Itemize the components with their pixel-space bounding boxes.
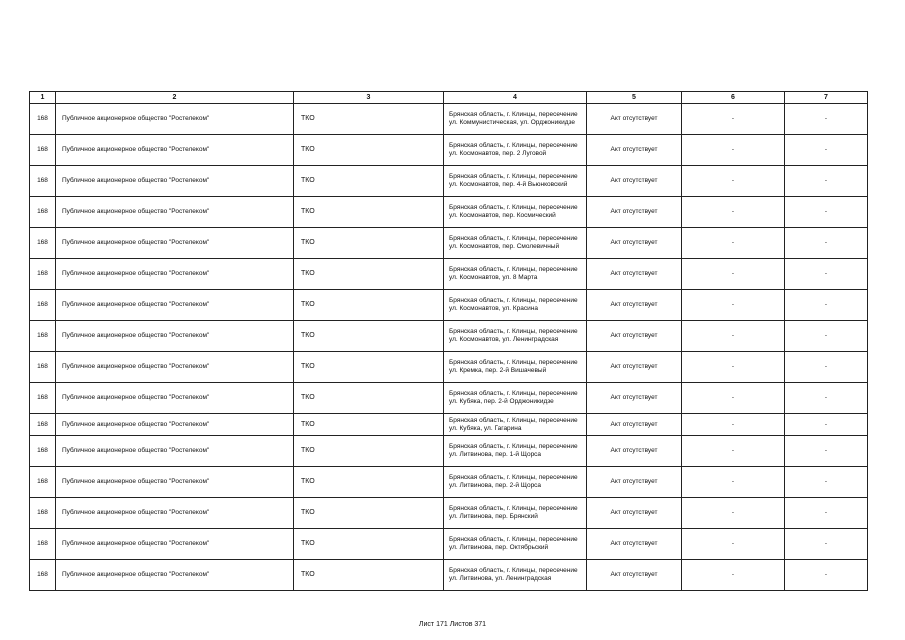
column-6-cell: - xyxy=(682,104,785,135)
column-7-cell: - xyxy=(785,228,868,259)
address-cell: Брянская область, г. Клинцы, пересечение ул. Литвинова, пер. 1-й Щорса xyxy=(444,436,587,467)
owner-cell: Публичное акционерное общество "Ростелеком" xyxy=(56,467,294,498)
table-row xyxy=(30,529,868,560)
address-cell: Брянская область, г. Клинцы, пересечение ул. Литвинова, пер. Брянский xyxy=(444,498,587,529)
column-7-cell: - xyxy=(785,498,868,529)
row-number-cell: 168 xyxy=(30,197,56,228)
address-cell: Брянская область, г. Клинцы, пересечение ул. Кубяка, пер. 2-й Орджоникидзе xyxy=(444,383,587,414)
address-cell: Брянская область, г. Клинцы, пересечение ул. Литвинова, пер. 2-й Щорса xyxy=(444,467,587,498)
object-type-cell: ТКО xyxy=(294,259,444,290)
col-header-4: 4 xyxy=(444,92,587,104)
col-header-3: 3 xyxy=(294,92,444,104)
col-header-2: 2 xyxy=(56,92,294,104)
object-type-cell: ТКО xyxy=(294,166,444,197)
table-row xyxy=(30,383,868,414)
row-number-cell: 168 xyxy=(30,321,56,352)
column-6-cell: - xyxy=(682,166,785,197)
col-header-7: 7 xyxy=(785,92,868,104)
column-7-cell: - xyxy=(785,352,868,383)
act-status-cell: Акт отсутствует xyxy=(587,228,682,259)
column-6-cell: - xyxy=(682,414,785,436)
owner-cell: Публичное акционерное общество "Ростелеком" xyxy=(56,352,294,383)
object-type-cell: ТКО xyxy=(294,135,444,166)
owner-cell: Публичное акционерное общество "Ростелеком" xyxy=(56,436,294,467)
column-7-cell: - xyxy=(785,104,868,135)
object-type-cell: ТКО xyxy=(294,104,444,135)
owner-cell: Публичное акционерное общество "Ростелеком" xyxy=(56,104,294,135)
column-7-cell: - xyxy=(785,560,868,591)
table-row xyxy=(30,560,868,591)
column-7-cell: - xyxy=(785,166,868,197)
owner-cell: Публичное акционерное общество "Ростелеком" xyxy=(56,383,294,414)
table-row xyxy=(30,467,868,498)
table-row xyxy=(30,104,868,135)
owner-cell: Публичное акционерное общество "Ростелеком" xyxy=(56,560,294,591)
address-cell: Брянская область, г. Клинцы, пересечение ул. Космонавтов, ул. 8 Марта xyxy=(444,259,587,290)
owner-cell: Публичное акционерное общество "Ростелеком" xyxy=(56,321,294,352)
object-type-cell: ТКО xyxy=(294,228,444,259)
row-number-cell: 168 xyxy=(30,290,56,321)
act-status-cell: Акт отсутствует xyxy=(587,414,682,436)
row-number-cell: 168 xyxy=(30,560,56,591)
registry-table xyxy=(29,91,868,591)
address-cell: Брянская область, г. Клинцы, пересечение ул. Космонавтов, пер. Смолевичный xyxy=(444,228,587,259)
table-row xyxy=(30,414,868,436)
col-header-1: 1 xyxy=(30,92,56,104)
column-6-cell: - xyxy=(682,321,785,352)
table-row xyxy=(30,259,868,290)
column-6-cell: - xyxy=(682,135,785,166)
act-status-cell: Акт отсутствует xyxy=(587,135,682,166)
column-7-cell: - xyxy=(785,321,868,352)
column-6-cell: - xyxy=(682,259,785,290)
row-number-cell: 168 xyxy=(30,436,56,467)
owner-cell: Публичное акционерное общество "Ростелеком" xyxy=(56,414,294,436)
column-7-cell: - xyxy=(785,135,868,166)
col-header-6: 6 xyxy=(682,92,785,104)
table-row xyxy=(30,228,868,259)
act-status-cell: Акт отсутствует xyxy=(587,467,682,498)
row-number-cell: 168 xyxy=(30,414,56,436)
object-type-cell: ТКО xyxy=(294,352,444,383)
owner-cell: Публичное акционерное общество "Ростелеком" xyxy=(56,166,294,197)
table-row xyxy=(30,436,868,467)
owner-cell: Публичное акционерное общество "Ростелеком" xyxy=(56,259,294,290)
row-number-cell: 168 xyxy=(30,135,56,166)
act-status-cell: Акт отсутствует xyxy=(587,290,682,321)
column-7-cell: - xyxy=(785,383,868,414)
row-number-cell: 168 xyxy=(30,104,56,135)
address-cell: Брянская область, г. Клинцы, пересечение ул. Литвинова, пер. Октябрьский xyxy=(444,529,587,560)
act-status-cell: Акт отсутствует xyxy=(587,529,682,560)
row-number-cell: 168 xyxy=(30,467,56,498)
table-row xyxy=(30,135,868,166)
object-type-cell: ТКО xyxy=(294,467,444,498)
act-status-cell: Акт отсутствует xyxy=(587,259,682,290)
row-number-cell: 168 xyxy=(30,166,56,197)
owner-cell: Публичное акционерное общество "Ростелеком" xyxy=(56,290,294,321)
document-sheet xyxy=(29,91,868,591)
object-type-cell: ТКО xyxy=(294,436,444,467)
object-type-cell: ТКО xyxy=(294,197,444,228)
column-6-cell: - xyxy=(682,498,785,529)
address-cell: Брянская область, г. Клинцы, пересечение ул. Кубяка, ул. Гагарина xyxy=(444,414,587,436)
owner-cell: Публичное акционерное общество "Ростелеком" xyxy=(56,197,294,228)
row-number-cell: 168 xyxy=(30,383,56,414)
act-status-cell: Акт отсутствует xyxy=(587,436,682,467)
column-7-cell: - xyxy=(785,467,868,498)
object-type-cell: ТКО xyxy=(294,498,444,529)
table-row xyxy=(30,197,868,228)
address-cell: Брянская область, г. Клинцы, пересечение ул. Кремка, пер. 2-й Вишачевый xyxy=(444,352,587,383)
column-6-cell: - xyxy=(682,529,785,560)
row-number-cell: 168 xyxy=(30,498,56,529)
column-7-cell: - xyxy=(785,197,868,228)
act-status-cell: Акт отсутствует xyxy=(587,166,682,197)
act-status-cell: Акт отсутствует xyxy=(587,383,682,414)
act-status-cell: Акт отсутствует xyxy=(587,197,682,228)
row-number-cell: 168 xyxy=(30,352,56,383)
object-type-cell: ТКО xyxy=(294,290,444,321)
address-cell: Брянская область, г. Клинцы, пересечение ул. Космонавтов, пер. Космический xyxy=(444,197,587,228)
column-7-cell: - xyxy=(785,290,868,321)
column-6-cell: - xyxy=(682,228,785,259)
object-type-cell: ТКО xyxy=(294,529,444,560)
column-7-cell: - xyxy=(785,414,868,436)
column-6-cell: - xyxy=(682,560,785,591)
row-number-cell: 168 xyxy=(30,259,56,290)
address-cell: Брянская область, г. Клинцы, пересечение ул. Космонавтов, ул. Красина xyxy=(444,290,587,321)
act-status-cell: Акт отсутствует xyxy=(587,560,682,591)
column-6-cell: - xyxy=(682,352,785,383)
owner-cell: Публичное акционерное общество "Ростелеком" xyxy=(56,498,294,529)
column-6-cell: - xyxy=(682,467,785,498)
object-type-cell: ТКО xyxy=(294,321,444,352)
table-row xyxy=(30,321,868,352)
act-status-cell: Акт отсутствует xyxy=(587,104,682,135)
address-cell: Брянская область, г. Клинцы, пересечение ул. Коммунистическая, ул. Орджоникидзе xyxy=(444,104,587,135)
owner-cell: Публичное акционерное общество "Ростелеком" xyxy=(56,228,294,259)
address-cell: Брянская область, г. Клинцы, пересечение ул. Космонавтов, пер. 4-й Вьюнковский xyxy=(444,166,587,197)
object-type-cell: ТКО xyxy=(294,383,444,414)
owner-cell: Публичное акционерное общество "Ростелеком" xyxy=(56,529,294,560)
column-7-cell: - xyxy=(785,436,868,467)
table-row xyxy=(30,290,868,321)
address-cell: Брянская область, г. Клинцы, пересечение ул. Космонавтов, ул. Ленинградская xyxy=(444,321,587,352)
header-row xyxy=(30,92,868,104)
act-status-cell: Акт отсутствует xyxy=(587,498,682,529)
owner-cell: Публичное акционерное общество "Ростелеком" xyxy=(56,135,294,166)
address-cell: Брянская область, г. Клинцы, пересечение ул. Литвинова, ул. Ленинградская xyxy=(444,560,587,591)
col-header-5: 5 xyxy=(587,92,682,104)
act-status-cell: Акт отсутствует xyxy=(587,352,682,383)
row-number-cell: 168 xyxy=(30,228,56,259)
column-7-cell: - xyxy=(785,259,868,290)
table-row xyxy=(30,166,868,197)
table-row xyxy=(30,352,868,383)
object-type-cell: ТКО xyxy=(294,414,444,436)
row-number-cell: 168 xyxy=(30,529,56,560)
column-6-cell: - xyxy=(682,197,785,228)
object-type-cell: ТКО xyxy=(294,560,444,591)
column-6-cell: - xyxy=(682,290,785,321)
column-6-cell: - xyxy=(682,436,785,467)
act-status-cell: Акт отсутствует xyxy=(587,321,682,352)
column-6-cell: - xyxy=(682,383,785,414)
column-7-cell: - xyxy=(785,529,868,560)
address-cell: Брянская область, г. Клинцы, пересечение ул. Космонавтов, пер. 2 Луговой xyxy=(444,135,587,166)
page-footer: Лист 171 Листов 371 xyxy=(418,621,487,628)
table-row xyxy=(30,498,868,529)
